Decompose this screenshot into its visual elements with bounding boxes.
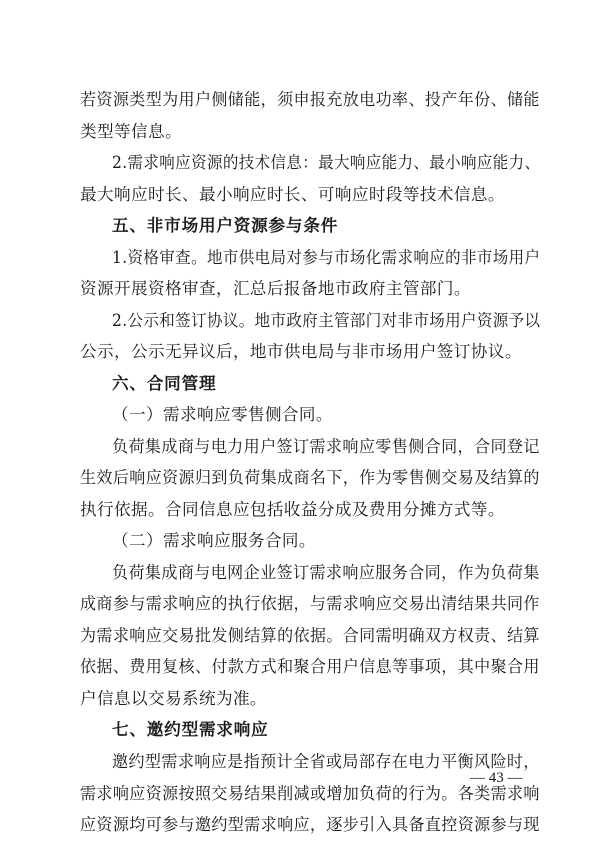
paragraph-line: 负荷集成商与电力用户签订需求响应零售侧合同，合同登记 bbox=[112, 436, 540, 456]
section-heading-7: 七、邀约型需求响应 bbox=[112, 720, 269, 740]
paragraph-line: 执行依据。合同信息应包括收益分成及费用分摊方式等。 bbox=[80, 499, 505, 519]
page-number: — 43 — bbox=[470, 769, 523, 786]
paragraph-line: 1.资格审查。地市供电局对参与市场化需求响应的非市场用户 bbox=[112, 247, 541, 267]
subsection-heading: （二）需求响应服务合同。 bbox=[112, 531, 316, 551]
paragraph-line: 2.公示和签订协议。地市政府主管部门对非市场用户资源予以 bbox=[112, 310, 541, 330]
paragraph-line: 户信息以交易系统为准。 bbox=[80, 688, 267, 708]
paragraph-line: 需求响应资源按照交易结果削减或增加负荷的行为。各类需求响 bbox=[80, 783, 540, 803]
subsection-heading: （一）需求响应零售侧合同。 bbox=[112, 405, 333, 425]
paragraph-line: 生效后响应资源归到负荷集成商名下，作为零售侧交易及结算的 bbox=[80, 468, 540, 488]
paragraph-line: 为需求响应交易批发侧结算的依据。合同需明确双方权责、结算 bbox=[80, 625, 540, 645]
paragraph-line: 成商参与需求响应的执行依据，与需求响应交易出清结果共同作 bbox=[80, 594, 540, 614]
paragraph-line: 负荷集成商与电网企业签订需求响应服务合同，作为负荷集 bbox=[112, 562, 540, 582]
paragraph-line: 邀约型需求响应是指预计全省或局部存在电力平衡风险时， bbox=[112, 752, 540, 771]
paragraph-line: 应资源均可参与邀约型需求响应，逐步引入具备直控资源参与现 bbox=[80, 815, 540, 834]
paragraph-line: 若资源类型为用户侧储能，须申报充放电功率、投产年份、储能 bbox=[80, 90, 540, 109]
paragraph-line: 依据、费用复核、付款方式和聚合用户信息等事项，其中聚合用 bbox=[80, 657, 540, 677]
paragraph-line: 最大响应时长、最小响应时长、可响应时段等技术信息。 bbox=[80, 184, 505, 204]
section-heading-5: 五、非市场用户资源参与条件 bbox=[112, 216, 339, 236]
paragraph-line: 2.需求响应资源的技术信息：最大响应能力、最小响应能力、 bbox=[112, 153, 541, 172]
paragraph-line: 公示，公示无异议后，地市供电局与非市场用户签订协议。 bbox=[80, 342, 522, 362]
paragraph-line: 资源开展资格审查，汇总后报备地市政府主管部门。 bbox=[80, 279, 471, 299]
paragraph-line: 类型等信息。 bbox=[80, 121, 182, 141]
section-heading-6: 六、合同管理 bbox=[112, 373, 217, 393]
